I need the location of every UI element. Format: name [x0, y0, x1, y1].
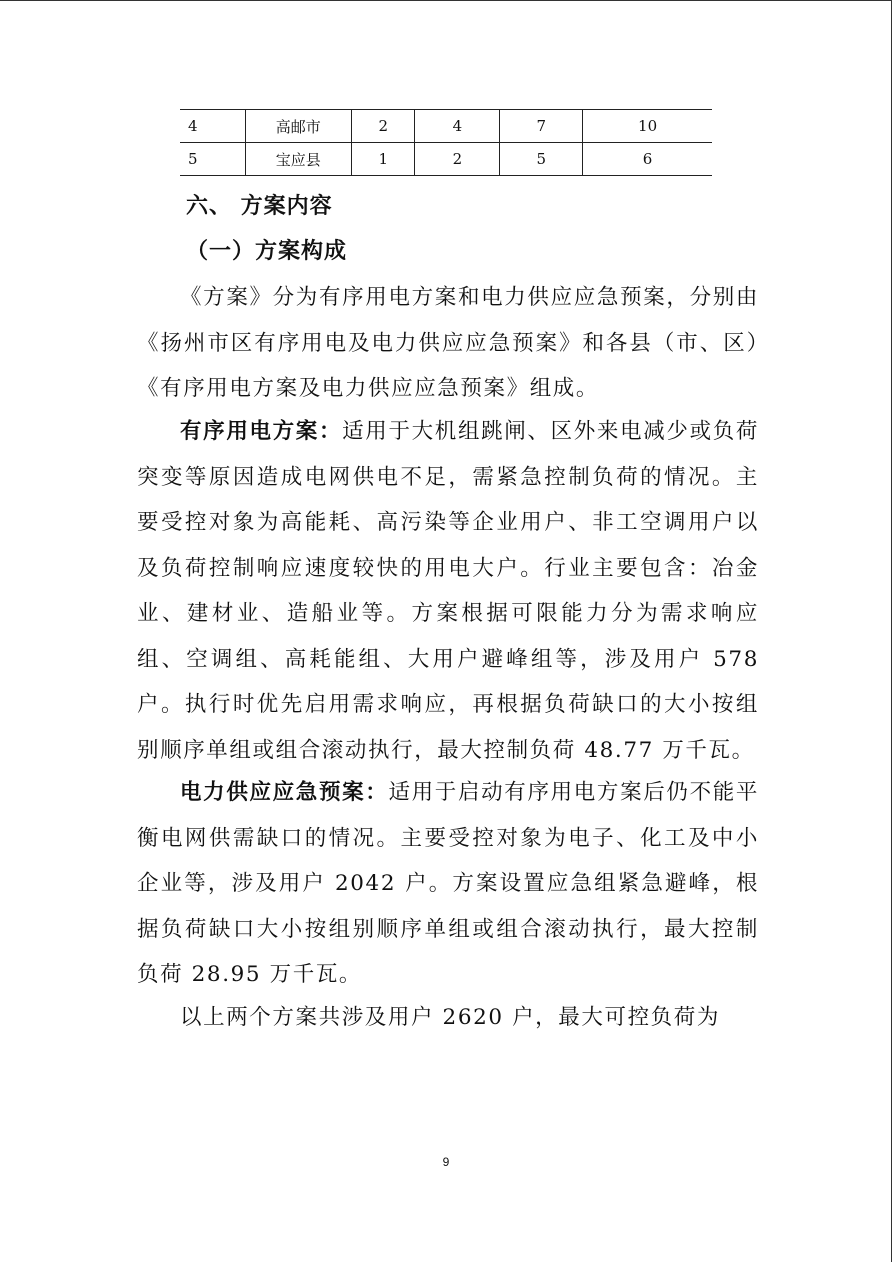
paragraph-lead: 有序用电方案：: [180, 419, 343, 444]
section-heading: 六、 方案内容: [186, 193, 333, 219]
paragraph-summary: 以上两个方案共涉及用户 2620 户，最大可控负荷为: [180, 1005, 720, 1030]
table-cell: 7: [500, 110, 583, 143]
paragraph-body: 适用于启动有序用电方案后仍不能平衡电网供需缺口的情况。主要受控对象为电子、化工及中小企业等，涉及用户 2042 户。方案设置应急组紧急避峰，根据负荷缺口大小按组别顺序单组或组合滚动执行，最大控制负荷 28.95 万千瓦。: [137, 780, 759, 987]
table-cell: 2: [415, 143, 500, 176]
paragraph-emergency-plan: [137, 770, 759, 998]
region-load-table: [180, 109, 712, 176]
table-row: [180, 110, 712, 143]
table-cell: 2: [351, 110, 414, 143]
table-cell: 5: [500, 143, 583, 176]
table-cell: 宝应县: [245, 143, 351, 176]
table-cell: 10: [583, 110, 712, 143]
table-cell: 1: [351, 143, 414, 176]
paragraph-orderly-power-plan: [137, 409, 759, 773]
table-cell: 6: [583, 143, 712, 176]
table-cell: 5: [180, 143, 245, 176]
paragraph-body: 适用于大机组跳闸、区外来电减少或负荷突变等原因造成电网供电不足，需紧急控制负荷的情况。主要受控对象为高能耗、高污染等企业用户、非工空调用户以及负荷控制响应速度较快的用电大户。行业主要包含：冶金业、建材业、造船业等。方案根据可限能力分为需求响应组、空调组、高耗能组、大用户避峰组等，涉及用户 578 户。执行时优先启用需求响应，再根据负荷缺口的大小按组别顺序单组或组合滚动执行，最大控制负荷 48.77 万千瓦。: [137, 419, 759, 763]
sub-heading: （一）方案构成: [186, 238, 348, 264]
table-cell: 4: [180, 110, 245, 143]
table-cell: 4: [415, 110, 500, 143]
paragraph-lead: 电力供应应急预案：: [180, 780, 389, 805]
table-row: [180, 143, 712, 176]
paragraph-composition: 《方案》分为有序用电方案和电力供应应急预案，分别由《扬州市区有序用电及电力供应应急预案》和各县（市、区）《有序用电方案及电力供应应急预案》组成。: [137, 285, 759, 401]
page-number: 9: [442, 1155, 450, 1169]
table-cell: 高邮市: [245, 110, 351, 143]
